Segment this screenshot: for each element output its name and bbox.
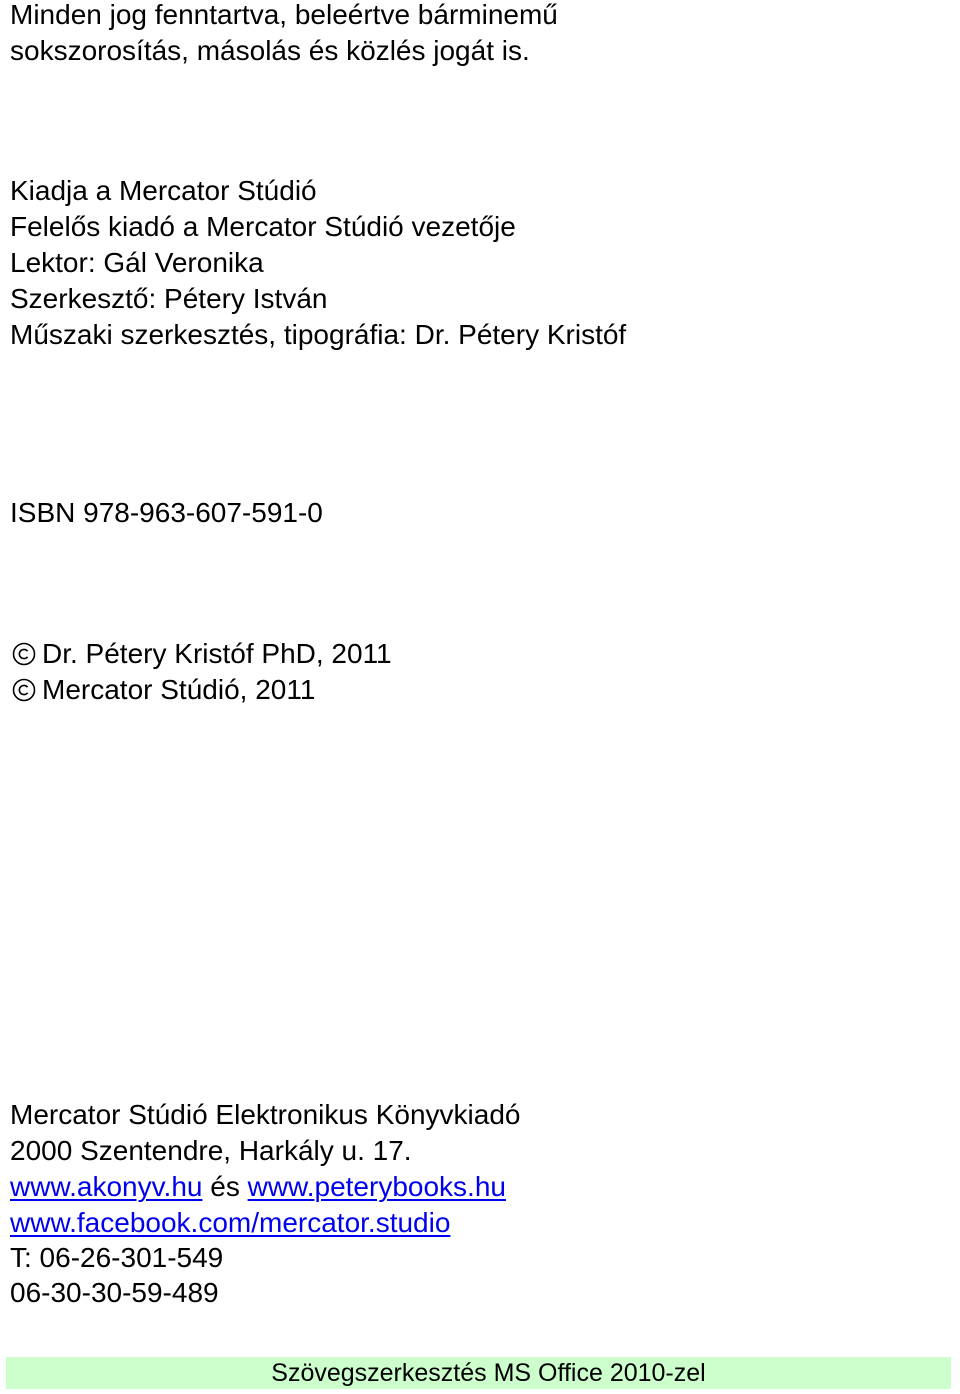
rights-line-2: sokszorosítás, másolás és közlés jogát is. — [10, 35, 530, 66]
copyright-icon — [12, 642, 36, 666]
akonyv-link[interactable]: www.akonyv.hu — [10, 1171, 203, 1202]
copyright-author-text: Dr. Pétery Kristóf PhD, 2011 — [42, 638, 392, 669]
responsible-publisher-line: Felelős kiadó a Mercator Stúdió vezetője — [10, 211, 516, 242]
editor-line: Szerkesztő: Pétery István — [10, 283, 328, 314]
phone-line-1: T: 06-26-301-549 — [10, 1242, 224, 1273]
peterybooks-link[interactable]: www.peterybooks.hu — [247, 1171, 506, 1202]
footer-bar — [6, 1357, 951, 1389]
copyright-author-line — [10, 636, 392, 672]
rights-line-1: Minden jog fenntartva, beleértve bárminemű — [10, 0, 558, 30]
isbn-line: ISBN 978-963-607-591-0 — [10, 497, 323, 528]
copyright-publisher-text: Mercator Stúdió, 2011 — [42, 674, 316, 705]
websites-line — [10, 1169, 506, 1205]
facebook-link[interactable]: www.facebook.com/mercator.studio — [10, 1207, 451, 1238]
company-line: Mercator Stúdió Elektronikus Könyvkiadó — [10, 1099, 521, 1130]
publisher-line: Kiadja a Mercator Stúdió — [10, 175, 317, 206]
address-line: 2000 Szentendre, Harkály u. 17. — [10, 1135, 412, 1166]
copyright-publisher-line — [10, 672, 315, 708]
phone-line-2: 06-30-30-59-489 — [10, 1277, 219, 1308]
facebook-line — [10, 1205, 450, 1241]
copyright-icon — [12, 678, 36, 702]
reviewer-line: Lektor: Gál Veronika — [10, 247, 264, 278]
conjunction-text: és — [202, 1171, 248, 1202]
footer-text: Szövegszerkesztés MS Office 2010-zel — [271, 1359, 706, 1387]
technical-editor-line: Műszaki szerkesztés, tipográfia: Dr. Pétery Kristóf — [10, 319, 627, 350]
